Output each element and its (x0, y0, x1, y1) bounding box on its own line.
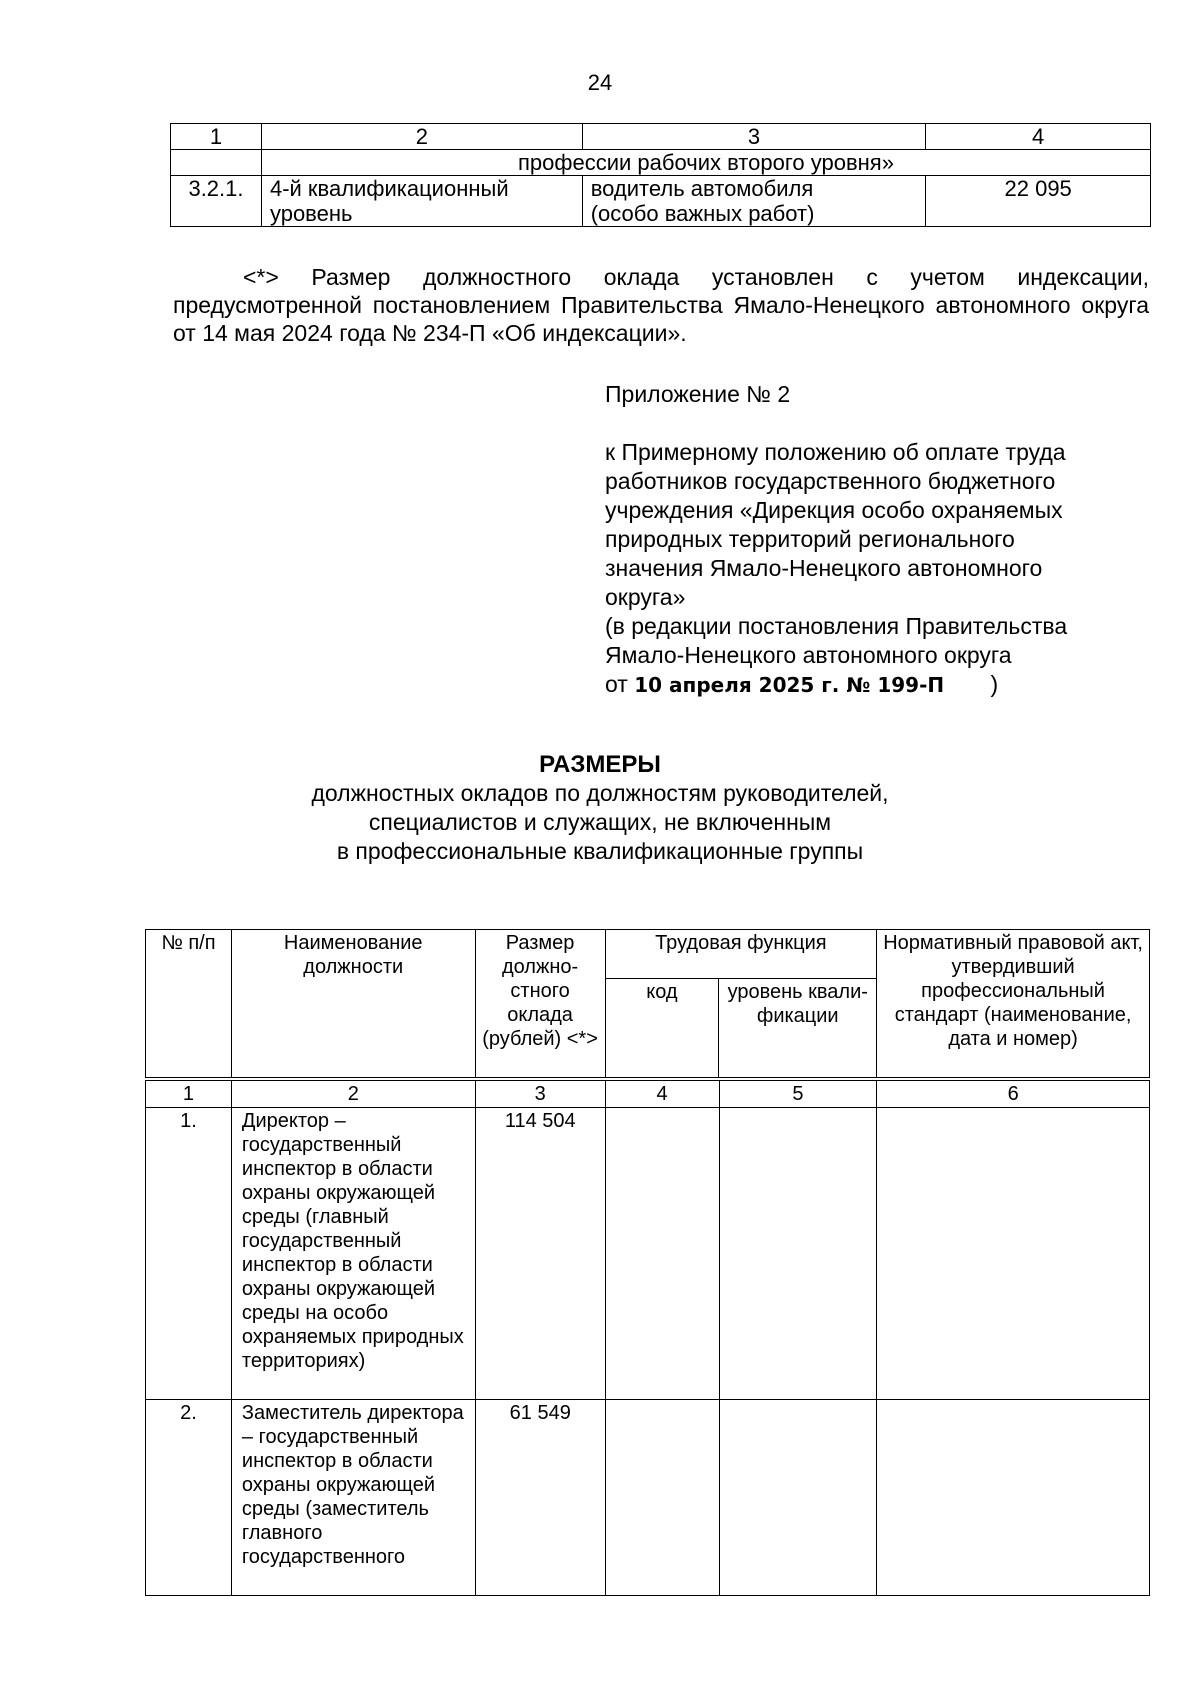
top-col-2: 2 (261, 124, 582, 150)
row-num: 1. (146, 1108, 232, 1400)
top-table-group-row (171, 150, 1151, 176)
colnum-4: 4 (605, 1081, 719, 1108)
salary-table-header (145, 929, 1150, 1078)
row-salary: 114 504 (475, 1108, 605, 1400)
page-number: 24 (587, 70, 613, 95)
main-header-row-1 (146, 930, 1150, 979)
appendix-gap (605, 409, 1165, 438)
date-value: 10 апреля 2025 г. № 199-П (634, 673, 945, 697)
table-row (146, 1108, 1150, 1400)
colnum-1: 1 (146, 1081, 232, 1108)
top-table (170, 123, 1151, 227)
appendix-title: Приложение № 2 (605, 381, 791, 407)
header-name: Наименование должности (231, 930, 475, 1078)
top-group-empty (171, 150, 262, 176)
top-table-row (171, 176, 1151, 227)
top-row-level-line2: уровень (269, 201, 353, 226)
header-salary: Размер должно-стного оклада (рублей) <*> (475, 930, 605, 1078)
top-row-level-line1: 4-й квалификационный (269, 176, 509, 201)
footnote-text: <*> Размер должностного оклада установлен с учетом индексации, предусмотренной постановлением Правительства Ямало-Ненецкого автономного округа от 14 мая 2024 года № 234-П «Об индексации». (173, 264, 1149, 346)
top-group-label: профессии рабочих второго уровня» (261, 150, 1150, 176)
colnum-3: 3 (475, 1081, 605, 1108)
row-standard (877, 1400, 1150, 1596)
top-table-header-row (171, 124, 1151, 150)
header-labor-function: Трудовая функция (605, 930, 877, 979)
appendix-line: работников государственного бюджетного (605, 468, 1056, 494)
row-level (719, 1400, 877, 1596)
title-line: должностных окладов по должностям руководителей, (311, 780, 889, 806)
title-main: РАЗМЕРЫ (539, 751, 661, 778)
date-suffix: ) (990, 671, 999, 697)
top-row-salary: 22 095 (926, 176, 1151, 227)
top-col-1: 1 (171, 124, 262, 150)
top-col-3: 3 (582, 124, 926, 150)
appendix-line: (в редакции постановления Правительства (605, 613, 1068, 639)
appendix-line: округа» (605, 584, 686, 610)
row-standard (877, 1108, 1150, 1400)
top-col-4: 4 (926, 124, 1151, 150)
title-line: специалистов и служащих, не включенным (368, 809, 832, 835)
appendix-line: к Примерному положению об оплате труда (605, 439, 1066, 465)
top-row-position (582, 176, 926, 227)
row-code (605, 1400, 719, 1596)
colnum-2: 2 (231, 1081, 475, 1108)
row-num: 2. (146, 1400, 232, 1596)
row-code (605, 1108, 719, 1400)
colnum-6: 6 (877, 1081, 1150, 1108)
salary-table-body (145, 1080, 1150, 1596)
row-name: Заместитель директора – государственный инспектор в области охраны окружающей среды (заместитель главного государственного (231, 1400, 475, 1596)
row-salary: 61 549 (475, 1400, 605, 1596)
appendix-line: природных территорий регионального (605, 526, 1015, 552)
top-row-position-line1: водитель автомобиля (590, 176, 814, 201)
colnum-5: 5 (719, 1081, 877, 1108)
table-row (146, 1400, 1150, 1596)
top-row-num: 3.2.1. (171, 176, 262, 227)
header-qual-level: уровень квали-фикации (719, 979, 877, 1078)
column-numbers-row (146, 1081, 1150, 1108)
appendix-date-line (605, 670, 1165, 700)
header-code: код (605, 979, 719, 1078)
top-row-position-line2: (особо важных работ) (590, 201, 815, 226)
appendix-block (605, 380, 1165, 700)
appendix-line: значения Ямало-Ненецкого автономного (605, 555, 1043, 581)
row-name: Директор – государственный инспектор в области охраны окружающей среды (главный государственный инспектор в области охраны окружающей среды на особо охраняемых природных территориях) (231, 1108, 475, 1400)
row-level (719, 1108, 877, 1400)
document-title (0, 750, 1200, 866)
header-standard: Нормативный правовой акт, утвердивший профессиональный стандарт (наименование, дата и номер) (877, 930, 1150, 1078)
appendix-line: Ямало-Ненецкого автономного округа (605, 642, 1012, 668)
footnote (173, 263, 1149, 347)
top-row-level (261, 176, 582, 227)
header-num: № п/п (146, 930, 232, 1078)
title-line: в профессиональные квалификационные группы (336, 838, 864, 864)
appendix-line: учреждения «Дирекция особо охраняемых (605, 497, 1063, 523)
date-prefix: от (605, 671, 628, 697)
